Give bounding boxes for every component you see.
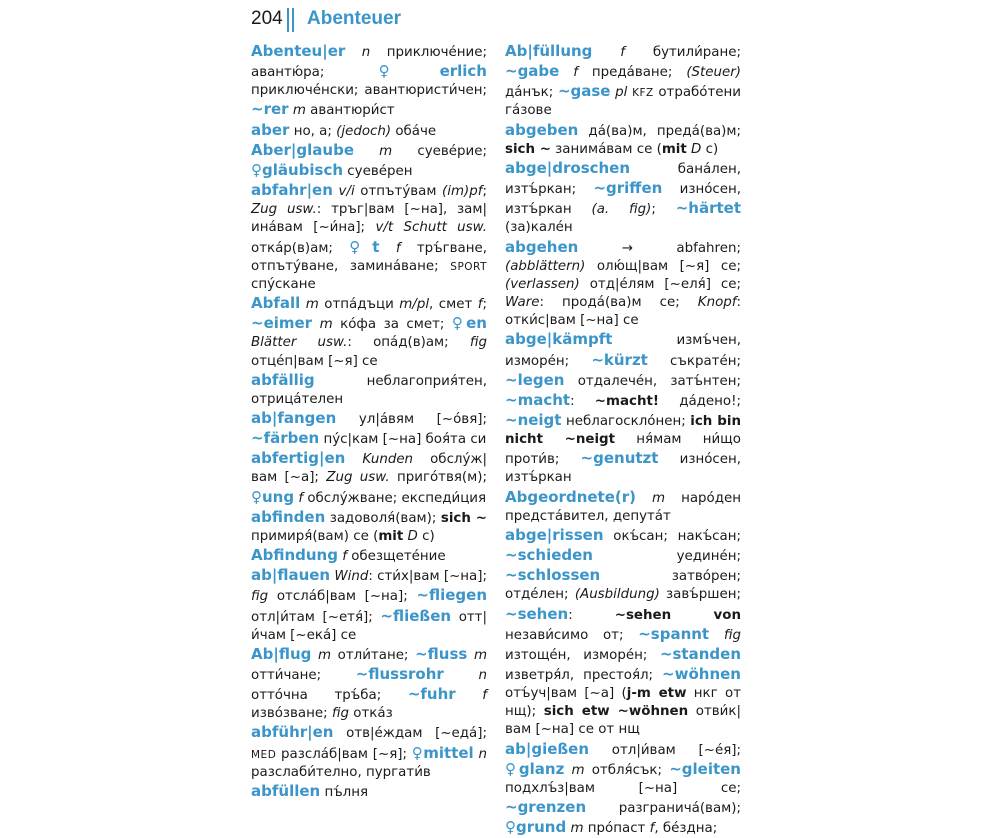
entry-abfertigen: abfertig|en Kunden обслу́ж|вам [~а]; Zug usw. приго́твя(м); ♀ung f обслу́жване; експеди́ция — [251, 449, 487, 506]
entry-aberglaube: Aber|glaube m суеве́рие; ♀gläubisch суеве́рен — [251, 140, 487, 179]
entry-abgerissen: abge|rissen окъ́сан; накъ́сан; ~schieden уедине́н; ~schlossen затво́рен; отде́лен; (Ausbildung) завъ́ршен; ~sehen: ~sehen von незави́симо от; ~spannt fig изтоще́н, изморе́н; ~standen изветря́л, престоя́л; ~wöhnen отъ́уч|вам [~а] (j-m etw нкг от нщ); sich etw ~wöhnen отви́к|вам [~на] се от нщ — [505, 525, 741, 738]
entry-abfindung: Abfindung f обезщете́ние — [251, 546, 446, 565]
entry-abfangen: ab|fangen ул|а́вям [~о́вя]; ~färben пу́с|кам [~на] боя́та си — [251, 408, 487, 448]
left-column — [251, 42, 487, 802]
double-bar-divider — [287, 8, 294, 32]
entry-abgeordnete: Abgeordnete(r) m наро́ден предста́вител, депута́т — [505, 487, 741, 524]
entry-abgekaempft: abge|kämpft измъ́чен, изморе́н; ~kürzt съкрате́н; ~legen отдалече́н, затъ́нтен; ~macht: ~macht! да́дено!; ~neigt неблагосклóнен; ich bin nicht ~neigt ня́мам ни́що проти́в; ~genutzt изно́сен, изтъ́ркан — [505, 330, 741, 486]
entry-abgiessen: ab|gießen отл|и́вам [~е́я]; ♀glanz m отбля́сък; ~gleiten подхлъ́з|вам [~на] се; ~grenzen разгранича́(вам); ♀grund m про́паст f, бе́здна; — [505, 739, 741, 837]
entry-abenteuer: Abenteu|er n приключе́ние; авантю́ра; ♀erlich приключе́нски; авантюристи́чен; ~rer m авантюри́ст — [251, 42, 487, 119]
page-number: 204 — [251, 8, 283, 29]
entry-abfaellig: abfällig неблагоприя́тен, отрица́телен — [251, 370, 487, 407]
entry-abfinden: abfinden задоволя́(вам); sich ~ примиря́(вам) се (mit D с) — [251, 507, 487, 544]
entry-abgehen: abgehen → abfahren; (abblättern) олю́щ|вам [~я] се; (verlassen) отд|е́лям [~еля́] се; Ware: прода́(ва)м се; Knopf: отки́с|вам [~на] се — [505, 237, 741, 329]
entry-abflug: Ab|flug m отли́тане; ~fluss m отти́чане; ~flussrohr n отто́чна тръ́ба; ~fuhr f изво́зване; fig отка́з — [251, 644, 487, 722]
entry-abfuellung: Ab|füllung f бутили́ране; ~gabe f преда́ване; (Steuer) да́нък; ~gase pl KFZ отрабо́тени га́зове — [505, 42, 741, 119]
entry-abflauen: ab|flauen Wind: сти́х|вам [~на]; fig отсла́б|вам [~на]; ~fliegen отл|и́там [~етя́]; ~fließen отт|и́чам [~ека́] се — [251, 566, 487, 643]
guide-word: Abenteuer — [307, 8, 401, 29]
entry-abfuehren: abführ|en отв|е́ждам [~еда́]; MED разсла́б|вам [~я]; ♀mittel n разслаби́телно, пургати́в — [251, 723, 487, 780]
entry-abfuellen: abfüllen пъ́лня — [251, 781, 369, 800]
entry-aber: aber но, а; (jedoch) оба́че — [251, 120, 437, 139]
entry-abfahren: abfahr|en v/i отпъту́вам (im)pf; Zug usw.: тръг|вам [~на], зам|ина́вам [~и́на]; v/t Schutt usw. отка́р(в)ам; ♀t f тръ́гване, отпъту́ване, замина́ване; SPORT спу́скане — [251, 181, 487, 292]
right-column — [505, 42, 741, 838]
entry-abgedroschen: abge|droschen бана́лен, изтъ́ркан; ~griffen изно́сен, изтъ́ркан (a. fig); ~härtet (за)кале́н — [505, 158, 741, 236]
entry-abfall: Abfall m отпа́дъци m/pl, смет f; ~eimer m ко́фа за смет; ♀en Blätter usw.: опа́д(в)ам; fig отце́п|вам [~я] се — [251, 294, 487, 369]
entry-abgeben: abgeben да́(ва)м, преда́(ва)м; sich ~ занима́вам се (mit D с) — [505, 120, 741, 157]
